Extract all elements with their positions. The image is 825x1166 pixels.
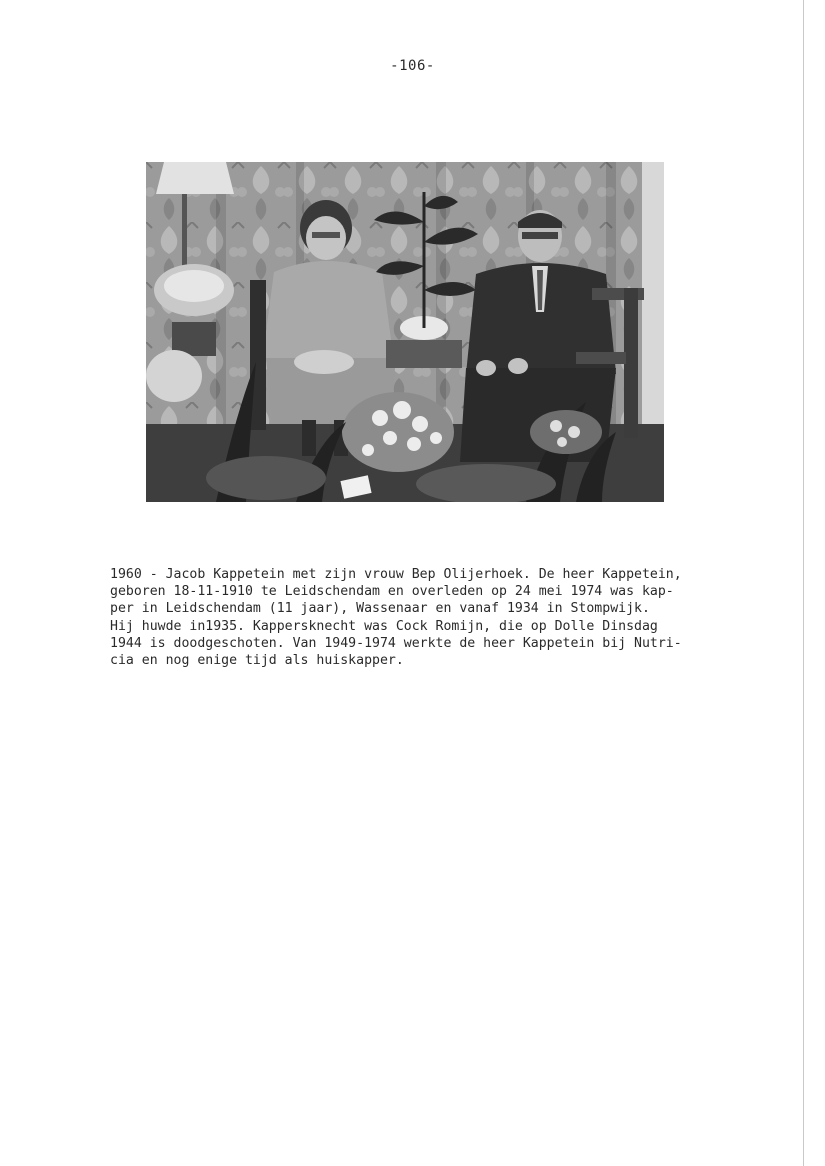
photo-caption (110, 566, 710, 669)
family-portrait-photo-icon (146, 162, 664, 502)
page-number: -106- (390, 58, 435, 74)
caption-line: geboren 18-11-1910 te Leidschendam en overleden op 24 mei 1974 was kap- (110, 584, 674, 600)
caption-line: 1944 is doodgeschoten. Van 1949-1974 werkte de heer Kappetein bij Nutri- (110, 635, 682, 651)
caption-line: per in Leidschendam (11 jaar), Wassenaar en vanaf 1934 in Stompwijk. (110, 601, 650, 617)
page-edge-line (803, 0, 804, 1166)
caption-line: Hij huwde in1935. Kappersknecht was Cock Romijn, die op Dolle Dinsdag (110, 618, 658, 634)
portrait-photo (146, 162, 664, 502)
caption-line: 1960 - Jacob Kappetein met zijn vrouw Bep Olijerhoek. De heer Kappetein, (110, 567, 682, 582)
caption-line: cia en nog enige tijd als huiskapper. (110, 653, 404, 669)
